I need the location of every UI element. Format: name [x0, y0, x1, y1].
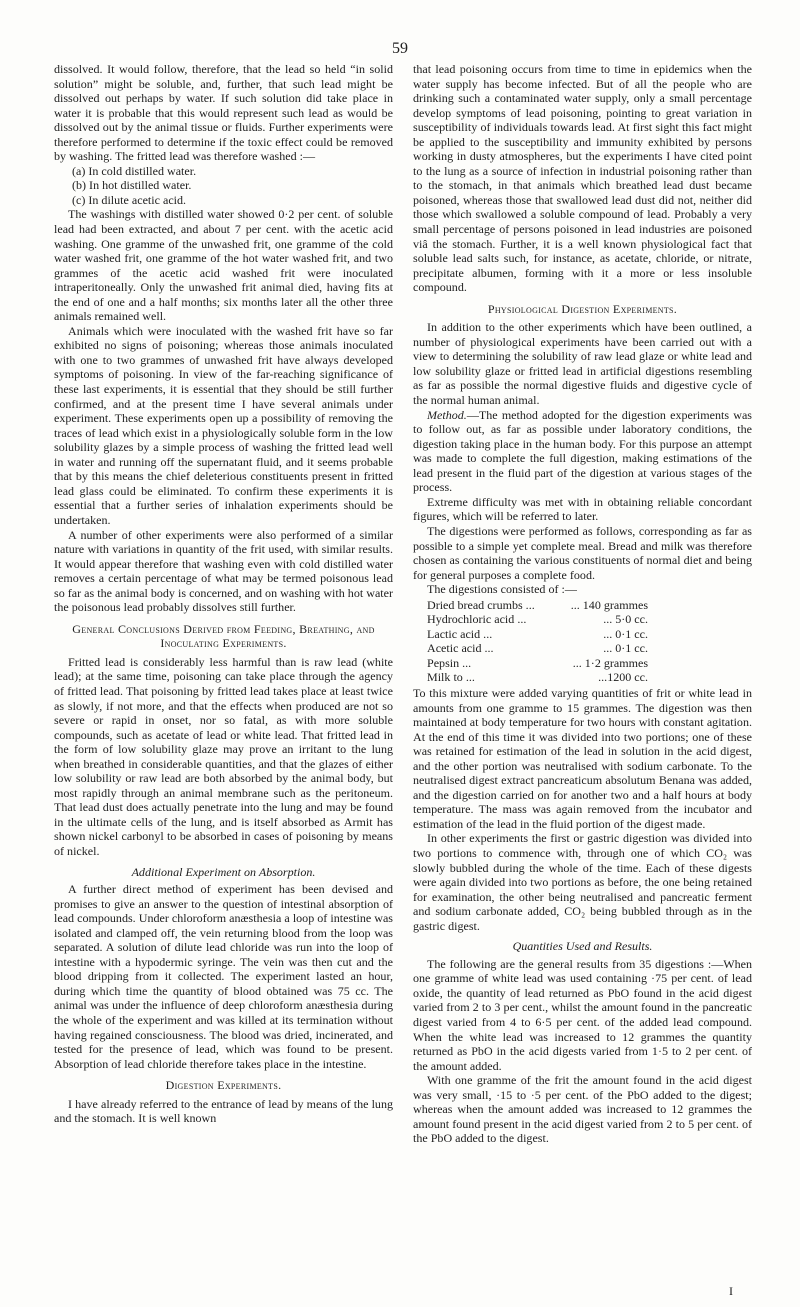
method-text: —The method adopted for the digestion experiments was to follow out, as far as possible under laboratory conditions, the digestion taking place in the human body. For this purpose an attempt was made to complete the full digestion, making estimations of the lead present in the fluid part of the digestion at various stages of the process.	[413, 407, 752, 495]
paragraph: I have already referred to the entrance of lead by means of the lung and the stomach. It is well known	[54, 1096, 393, 1126]
two-column-body	[54, 62, 752, 1287]
paragraph: With one gramme of the frit the amount found in the acid digest was very small, ·15 to ·5 per cent. of the PbO added to the digest; whereas when the amount added was increased to 12 grammes the amount found present in the acid digest varied from 2 to 5 per cent. of the PbO added to the digest.	[413, 1073, 752, 1146]
ingredient-amount: ...1200 cc.	[598, 670, 649, 685]
ingredient-amount: ... 0·1 cc.	[603, 641, 649, 656]
left-column	[54, 62, 393, 1287]
table-row	[427, 598, 654, 613]
table-row	[427, 670, 654, 685]
list-item: (b) In hot distilled water.	[72, 178, 192, 193]
list-item: (a) In cold distilled water.	[72, 163, 197, 178]
paragraph: In addition to the other experiments which have been outlined, a number of physiological experiments have been carried out with a view to determining the solubility of raw lead glaze or white lead and low solubility glaze or fritted lead in artificial digestions resembling as far as possible the normal digestive fluids and digestive cycle of the normal human animal.	[413, 320, 752, 408]
paragraph: The following are the general results from 35 digestions :—When one gramme of white lead was used containing ·75 per cent. of lead oxide, the quantity of lead returned as PbO found in the acid digest varied from 2 to 3 per cent., whilst the amount found in the pancreatic digest varied from 4 to 6·5 per cent. of the added lead compound. When the white lead was increased to 12 grammes the quantity returned as PbO in the acid digests varied from 1·5 to 2 per cent. of the amount added.	[413, 956, 752, 1073]
section-heading-physiological-digestion: Physiological Digestion Experiments.	[487, 301, 678, 316]
list-item: (c) In dilute acetic acid.	[72, 192, 187, 207]
ingredient-name: Lactic acid ...	[427, 626, 493, 641]
ingredient-name: Pepsin ...	[427, 655, 472, 670]
ingredient-name: Acetic acid ...	[427, 641, 494, 656]
paragraph: Extreme difficulty was met with in obtaining reliable concordant figures, which will be referred to later.	[413, 494, 752, 524]
paragraph: The washings with distilled water showed 0·2 per cent. of soluble lead had been extracted, and about 7 per cent. with the acetic acid washing. One gramme of the unwashed frit, one gramme of the cold water washed frit, one gramme of the hot water washed frit, and two grammes of the acetic acid washed frit were inoculated intraperitoneally. Only the unwashed frit animal died, having fits at the end of one and a half months; six months later all the other three animals remained well.	[54, 207, 393, 324]
subheading-additional-experiment: Additional Experiment on Absorption.	[131, 864, 316, 879]
ingredient-name: Hydrochloric acid ...	[427, 612, 527, 627]
paragraph: dissolved. It would follow, therefore, that the lead so held “in solid solution” might be soluble, and, further, that such lead might be dissolved out perhaps by water. If such solution did take place in water it is probable that this would represent such lead as would be dissolved out by the animal tissue or fluids. Further experiments were therefore performed to determine if the toxic effect could be removed by washing. The fritted lead was therefore washed :—	[54, 62, 393, 164]
paragraph: Fritted lead is considerably less harmful than is raw lead (white lead); at the same time, poisoning can take place through the agency of fritted lead. That poisoning by fritted lead takes place at least twice as slowly, if not more, and that the effects when produced are not so severe or rapid in onset, nor so fatal, as with more soluble compounds, such as acetate of lead or white lead. That fritted lead in the form of low solubility glaze may prove an irritant to the lung when breathed in considerable quantities, and that the glazes of either low solubility or raw lead are both absorbed by the animal body, but most rapidly through an animal membrane such as the peritoneum. That lead dust does actually penetrate into the lung and may be found in the ultimate cells of the lung, and is itself absorbed as Armit has shown nickel carbonyl to be absorbed in cases of poisoning by means of nickel.	[54, 654, 393, 858]
page-number: 59	[392, 40, 408, 57]
right-column	[413, 62, 752, 1287]
paragraph: To this mixture were added varying quantities of frit or white lead in amounts from one gramme to 15 grammes. The digestion was then maintained at body temperature for two hours with constant agitation. At the end of this time it was divided into two portions; one of these was retained for estimation of the lead in solution in the acid digest, and the other portion was neutralised with sodium carbonate. To the neutralised digest extract pancreaticum absolutum Benana was added, and the digestion carried on for another two and a half hours at body temperature. The mass was again removed from the incubator and estimation of the lead in the fluid portion of the digest made.	[413, 685, 752, 831]
paragraph: A number of other experiments were also performed of a similar nature with variations in quantity of the frit used, with similar results. It would appear therefore that washing even with cold distilled water removes a certain percentage of what may be termed poisonous lead so far as the animal body is concerned, and on washing with hot water the poisonous lead probably dissolves still further.	[54, 527, 393, 615]
table-row	[427, 656, 654, 671]
method-label: Method.	[427, 407, 467, 422]
footer-signature-mark: I	[729, 1284, 733, 1298]
ingredient-amount: ... 140 grammes	[570, 597, 649, 612]
ingredient-name: Milk to ...	[427, 670, 475, 685]
ingredient-amount: ... 5·0 cc.	[603, 612, 649, 627]
paragraph: The digestions were performed as follows, corresponding as far as possible to a simple yet complete meal. Bread and milk was therefore chosen as containing the various constituents of normal diet and being for general purposes a complete food.	[413, 523, 752, 582]
paragraph-method	[413, 408, 752, 495]
section-heading-digestion: Digestion Experiments.	[165, 1078, 282, 1093]
paragraph: A further direct method of experiment has been devised and promises to give an answer to the question of intestinal absorption of lead compounds. Under chloroform anæsthesia a loop of intestine was isolated and clamped off, the vein returning blood from the loop was separated. A solution of dilute lead chloride was run into the loop of intestine with a hypodermic syringe. The vein was then cut and the blood dripping from it collected. The experiment lasted an hour, during which time the quantity of blood obtained was 75 cc. The animal was under the influence of deep chloroform anæsthesia during the whole of the experiment and was killed at its termination without having regained consciousness. The blood was dried, incinerated, and tested for the presence of lead, which was found to be present. Absorption of lead chloride therefore takes place in the intestine.	[54, 882, 393, 1071]
paragraph: The digestions consisted of :—	[427, 582, 577, 597]
paragraph: Animals which were inoculated with the washed frit have so far exhibited no signs of poisoning; whereas those animals inoculated with one to two grammes of unwashed frit have always developed symptoms of poisoning. In view of the far-reaching significance of these last experiments, it is essential that they should be still further confirmed, and at the present time I have several animals under experiment. These experiments open up a possibility of removing the traces of lead which exist in a physiologically soluble form in the low solubility glazes by a simple process of washing the fritted lead well in water and running off the supernatant fluid, and it seems probable that by this means the chief deleterious constituents present in fritted lead glass could be eliminated. To confirm these experiments it is essential that a further series of inhalation experiments should be undertaken.	[54, 323, 393, 527]
paragraph: that lead poisoning occurs from time to time in epidemics when the water supply has become infected. But of all the people who are drinking such a contaminated water supply, only a small percentage develop symptoms of lead poisoning, pointing to great variation in susceptibility of individuals towards lead. At first sight this fact might be applied to the susceptibility and immunity exhibited by persons working in dusty atmospheres, but the experiments I have cited point to the lung as a source of infection in industrial poisoning rather than to the stomach, in that animals which breathed lead dust became poisoned, whereas those that swallowed lead dust did not, neither did those which swallowed a soluble compound of lead. Probably a very small percentage of persons poisoned in lead industries are poisoned viâ the stomach. Further, it is a well known physiological fact that soluble lead salts such, for instance, as acetate, chloride, or nitrate, precipitate albumen, forming with it a more or less insoluble compound.	[413, 62, 752, 295]
table-row	[427, 627, 654, 642]
ingredients-table	[427, 598, 654, 685]
ingredient-amount: ... 0·1 cc.	[603, 626, 649, 641]
washing-list	[72, 164, 393, 208]
ingredient-name: Dried bread crumbs ...	[427, 597, 535, 612]
table-row	[427, 641, 654, 656]
table-row	[427, 612, 654, 627]
paragraph: In other experiments the first or gastric digestion was divided into two portions to commence with, through one of which CO₂ was slowly bubbled during the whole of the time. Each of these digests were again divided into two portions as before, the one being retained for examination, the other being neutralised and pancreatic ferment and sodium carbonate added, CO₂ being bubbled through as in the gastric digest.	[413, 831, 752, 933]
subheading-quantities-results: Quantities Used and Results.	[512, 939, 653, 954]
ingredient-amount: ... 1·2 grammes	[572, 655, 649, 670]
section-heading-general-conclusions: General Conclusions Derived from Feeding, Breathing, and Inoculating Experiments.	[72, 621, 375, 651]
